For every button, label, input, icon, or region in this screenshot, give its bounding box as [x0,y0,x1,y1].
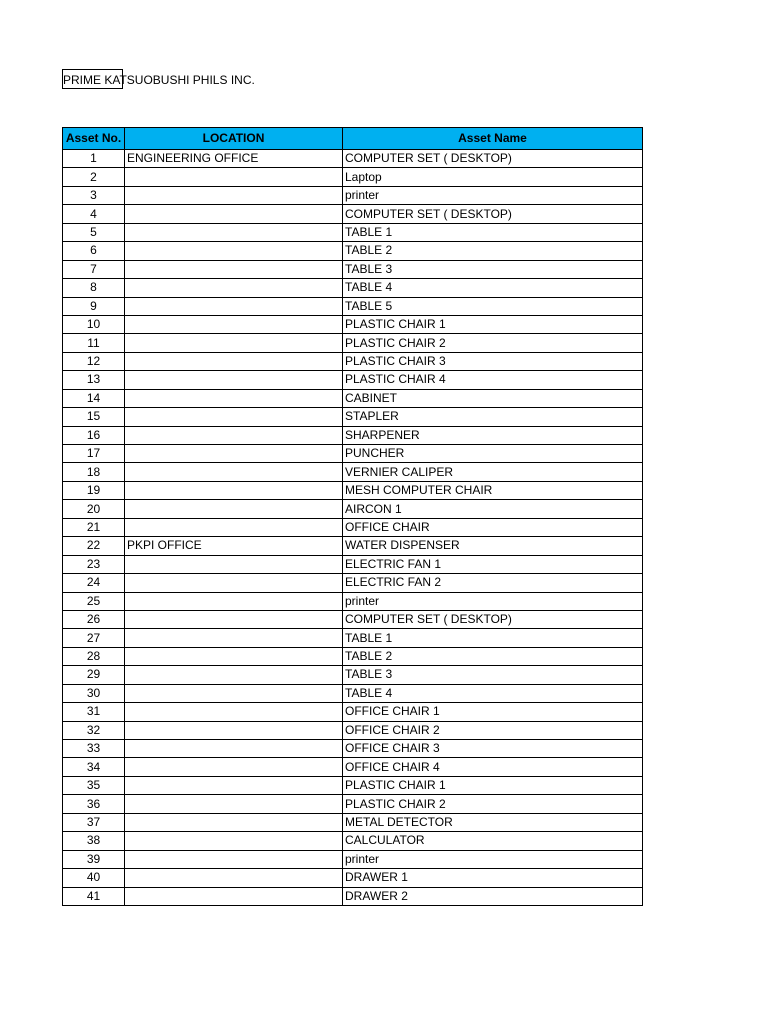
asset-name-cell[interactable]: OFFICE CHAIR 1 [343,703,643,721]
table-row [63,297,643,315]
asset-name-cell[interactable]: TABLE 4 [343,279,643,297]
asset-name-cell[interactable]: TABLE 1 [343,223,643,241]
table-row [63,887,643,905]
table-row [63,850,643,868]
table-header-row [63,128,643,150]
table-row [63,610,643,628]
table-row [63,481,643,499]
table-row [63,205,643,223]
table-row [63,721,643,739]
asset-no-cell[interactable]: 18 [63,463,125,481]
table-row [63,758,643,776]
asset-name-cell[interactable]: DRAWER 1 [343,869,643,887]
asset-name-cell[interactable]: AIRCON 1 [343,500,643,518]
asset-name-cell[interactable]: ELECTRIC FAN 1 [343,555,643,573]
asset-name-cell[interactable]: PLASTIC CHAIR 3 [343,352,643,370]
table-row [63,168,643,186]
asset-no-cell[interactable]: 20 [63,500,125,518]
asset-no-cell[interactable]: 6 [63,242,125,260]
asset-name-cell[interactable]: MESH COMPUTER CHAIR [343,481,643,499]
location-cell[interactable] [125,168,343,186]
asset-no-cell[interactable]: 3 [63,186,125,204]
location-cell[interactable] [125,647,343,665]
asset-name-cell[interactable]: COMPUTER SET ( DESKTOP) [343,205,643,223]
asset-name-cell[interactable]: TABLE 2 [343,242,643,260]
location-cell[interactable] [125,205,343,223]
table-row [63,242,643,260]
asset-no-cell[interactable]: 8 [63,279,125,297]
location-cell[interactable] [125,186,343,204]
location-cell[interactable] [125,887,343,905]
asset-no-cell[interactable]: 13 [63,371,125,389]
asset-name-cell[interactable]: printer [343,186,643,204]
location-cell[interactable]: ENGINEERING OFFICE [125,150,343,168]
asset-name-cell[interactable]: OFFICE CHAIR 3 [343,740,643,758]
location-cell[interactable] [125,297,343,315]
asset-name-cell[interactable]: TABLE 2 [343,647,643,665]
asset-name-cell[interactable]: TABLE 3 [343,260,643,278]
table-row [63,703,643,721]
table-row [63,647,643,665]
asset-name-cell[interactable]: PUNCHER [343,445,643,463]
location-cell[interactable] [125,850,343,868]
asset-name-cell[interactable]: METAL DETECTOR [343,813,643,831]
location-cell[interactable] [125,260,343,278]
asset-name-cell[interactable]: COMPUTER SET ( DESKTOP) [343,150,643,168]
asset-no-cell[interactable]: 30 [63,684,125,702]
company-title: PRIME KATSUOBUSHI PHILS INC. [63,73,255,87]
asset-no-cell[interactable]: 19 [63,481,125,499]
asset-table [62,127,643,906]
location-cell[interactable] [125,408,343,426]
table-row [63,371,643,389]
asset-name-cell[interactable]: OFFICE CHAIR 2 [343,721,643,739]
location-cell[interactable] [125,518,343,536]
asset-no-cell[interactable]: 31 [63,703,125,721]
asset-name-cell[interactable]: PLASTIC CHAIR 4 [343,371,643,389]
table-row [63,684,643,702]
location-cell[interactable] [125,758,343,776]
asset-name-cell[interactable]: DRAWER 2 [343,887,643,905]
asset-name-cell[interactable]: ELECTRIC FAN 2 [343,574,643,592]
asset-no-cell[interactable]: 2 [63,168,125,186]
table-row [63,223,643,241]
asset-name-cell[interactable]: TABLE 4 [343,684,643,702]
location-cell[interactable] [125,721,343,739]
asset-name-cell[interactable]: STAPLER [343,408,643,426]
asset-no-cell[interactable]: 14 [63,389,125,407]
asset-no-cell[interactable]: 33 [63,740,125,758]
asset-no-cell[interactable]: 32 [63,721,125,739]
location-cell[interactable] [125,315,343,333]
table-row [63,500,643,518]
asset-no-cell[interactable]: 35 [63,776,125,794]
table-row [63,537,643,555]
location-cell[interactable] [125,463,343,481]
asset-no-cell[interactable]: 17 [63,445,125,463]
location-cell[interactable] [125,445,343,463]
asset-name-cell[interactable]: printer [343,850,643,868]
asset-name-cell[interactable]: TABLE 1 [343,629,643,647]
table-row [63,813,643,831]
location-cell[interactable] [125,629,343,647]
table-row [63,315,643,333]
asset-name-cell[interactable]: COMPUTER SET ( DESKTOP) [343,610,643,628]
location-cell[interactable] [125,610,343,628]
table-row [63,150,643,168]
location-cell[interactable] [125,389,343,407]
location-cell[interactable] [125,592,343,610]
location-cell[interactable] [125,242,343,260]
location-cell[interactable] [125,279,343,297]
location-cell[interactable] [125,574,343,592]
asset-no-cell[interactable]: 24 [63,574,125,592]
table-row [63,260,643,278]
table-row [63,518,643,536]
asset-name-cell[interactable]: PLASTIC CHAIR 2 [343,334,643,352]
asset-no-cell[interactable]: 37 [63,813,125,831]
table-row [63,408,643,426]
asset-name-cell[interactable]: printer [343,592,643,610]
asset-name-cell[interactable]: TABLE 5 [343,297,643,315]
table-row [63,389,643,407]
asset-no-cell[interactable]: 27 [63,629,125,647]
asset-name-cell[interactable]: TABLE 3 [343,666,643,684]
location-cell[interactable] [125,481,343,499]
asset-no-cell[interactable]: 1 [63,150,125,168]
location-cell[interactable] [125,426,343,444]
location-cell[interactable] [125,371,343,389]
table-row [63,574,643,592]
asset-name-cell[interactable]: SHARPENER [343,426,643,444]
table-row [63,666,643,684]
asset-no-cell[interactable]: 10 [63,315,125,333]
location-cell[interactable] [125,795,343,813]
location-cell[interactable] [125,703,343,721]
table-row [63,279,643,297]
table-row [63,869,643,887]
table-body [63,150,643,906]
location-cell[interactable] [125,666,343,684]
header-location: LOCATION [125,128,343,150]
asset-no-cell[interactable]: 15 [63,408,125,426]
location-cell[interactable] [125,223,343,241]
asset-no-cell[interactable]: 22 [63,537,125,555]
location-cell[interactable] [125,500,343,518]
asset-no-cell[interactable]: 4 [63,205,125,223]
table-row [63,426,643,444]
table-row [63,445,643,463]
table-row [63,776,643,794]
asset-name-cell[interactable]: PLASTIC CHAIR 2 [343,795,643,813]
asset-no-cell[interactable]: 40 [63,869,125,887]
asset-no-cell[interactable]: 38 [63,832,125,850]
location-cell[interactable] [125,740,343,758]
table-row [63,463,643,481]
asset-no-cell[interactable]: 5 [63,223,125,241]
asset-no-cell[interactable]: 26 [63,610,125,628]
asset-name-cell[interactable]: PLASTIC CHAIR 1 [343,776,643,794]
location-cell[interactable] [125,334,343,352]
header-asset-name: Asset Name [343,128,643,150]
location-cell[interactable] [125,813,343,831]
table-row [63,352,643,370]
asset-name-cell[interactable]: Laptop [343,168,643,186]
asset-no-cell[interactable]: 7 [63,260,125,278]
asset-no-cell[interactable]: 23 [63,555,125,573]
table-row [63,555,643,573]
asset-no-cell[interactable]: 12 [63,352,125,370]
table-row [63,629,643,647]
location-cell[interactable] [125,832,343,850]
asset-no-cell[interactable]: 34 [63,758,125,776]
table-row [63,592,643,610]
asset-no-cell[interactable]: 39 [63,850,125,868]
asset-name-cell[interactable]: OFFICE CHAIR 4 [343,758,643,776]
location-cell[interactable] [125,776,343,794]
asset-name-cell[interactable]: CABINET [343,389,643,407]
asset-no-cell[interactable]: 29 [63,666,125,684]
location-cell[interactable] [125,352,343,370]
asset-name-cell[interactable]: VERNIER CALIPER [343,463,643,481]
location-cell[interactable] [125,869,343,887]
table-row [63,795,643,813]
table-row [63,186,643,204]
asset-no-cell[interactable]: 11 [63,334,125,352]
location-cell[interactable] [125,555,343,573]
table-row [63,832,643,850]
asset-no-cell[interactable]: 41 [63,887,125,905]
table-row [63,740,643,758]
asset-no-cell[interactable]: 16 [63,426,125,444]
asset-no-cell[interactable]: 28 [63,647,125,665]
asset-no-cell[interactable]: 36 [63,795,125,813]
asset-name-cell[interactable]: WATER DISPENSER [343,537,643,555]
header-asset-no: Asset No. [63,128,125,150]
asset-no-cell[interactable]: 21 [63,518,125,536]
asset-name-cell[interactable]: CALCULATOR [343,832,643,850]
asset-no-cell[interactable]: 25 [63,592,125,610]
asset-no-cell[interactable]: 9 [63,297,125,315]
table-row [63,334,643,352]
asset-name-cell[interactable]: OFFICE CHAIR [343,518,643,536]
asset-name-cell[interactable]: PLASTIC CHAIR 1 [343,315,643,333]
location-cell[interactable]: PKPI OFFICE [125,537,343,555]
location-cell[interactable] [125,684,343,702]
